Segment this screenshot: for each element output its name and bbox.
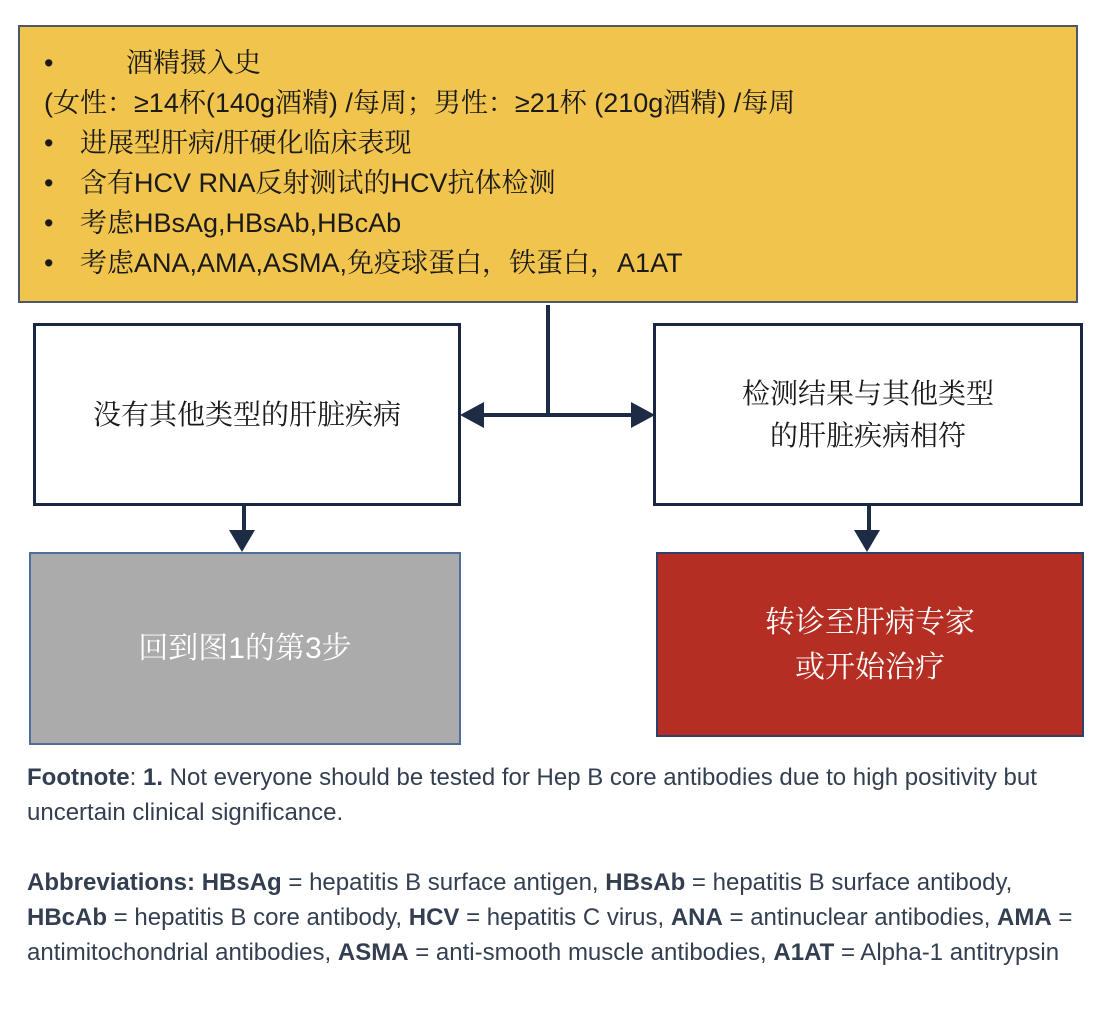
arrowhead-down-right-icon [854,530,880,552]
connector-down-left [242,506,246,532]
bullet-glyph: • [44,168,54,198]
refer-specialist-label [765,600,975,690]
bullet-text: 进展型肝病/肝硬化临床表现 [80,128,412,158]
refer-specialist-box [656,552,1084,737]
connector-horizontal-branch [482,413,634,417]
bullet-glyph: • [44,128,54,158]
footnote: Footnote: 1. Not everyone should be tested for Hep B core antibodies due to high positivity but uncertain clinical significance. [27,764,1037,826]
bullet-text: 考虑ANA,AMA,ASMA,免疫球蛋白，铁蛋白，A1AT [80,248,683,278]
bullet-item [34,43,1062,83]
bullet-item [34,163,1062,203]
other-liver-disease-label [742,373,994,457]
connector-down-right [867,506,871,532]
bullet-glyph: • [44,208,54,238]
bullet-item [34,243,1062,283]
arrowhead-down-left-icon [229,530,255,552]
return-to-step-box [29,552,461,745]
abbreviations: Abbreviations: HBsAg = hepatitis B surface antigen, HBsAb = hepatitis B surface antibody, HBcAb = hepatitis B core antibody, HCV = hepatitis C virus, ANA = antinuclear antibodies, AMA = antimitochondrial antibodies, ASMA = anti-smooth muscle antibodies, A1AT = Alpha-1 antitrypsin [27,869,1073,966]
return-to-step-label: 回到图1的第3步 [138,632,352,665]
other-liver-disease-box [653,323,1083,506]
other-liver-disease-line2: 的肝脏疾病相符 [769,419,966,451]
refer-specialist-line2: 或开始治疗 [795,650,945,684]
arrowhead-left-icon [460,402,484,428]
no-other-liver-disease-label: 没有其他类型的肝脏疾病 [92,398,401,430]
criteria-box [18,25,1078,303]
bullet-text: 酒精摄入史 [126,48,261,78]
bullet-item-continuation [34,83,1062,123]
other-liver-disease-line1: 检测结果与其他类型 [741,377,994,409]
bullet-text: 考虑HBsAg,HBsAb,HBcAb [80,208,402,238]
bullet-text: (女性：≥14杯(140g酒精) /每周；男性：≥21杯 (210g酒精) /每周 [44,88,796,118]
connector-vertical-stem [546,305,550,417]
bullet-item [34,123,1062,163]
bullet-glyph: • [44,48,54,78]
bullet-item [34,203,1062,243]
arrowhead-right-icon [631,402,655,428]
bullet-text: 含有HCV RNA反射测试的HCV抗体检测 [80,168,556,198]
bullet-glyph: • [44,248,54,278]
refer-specialist-line1: 转诊至肝病专家 [765,605,975,639]
no-other-liver-disease-box [33,323,461,506]
